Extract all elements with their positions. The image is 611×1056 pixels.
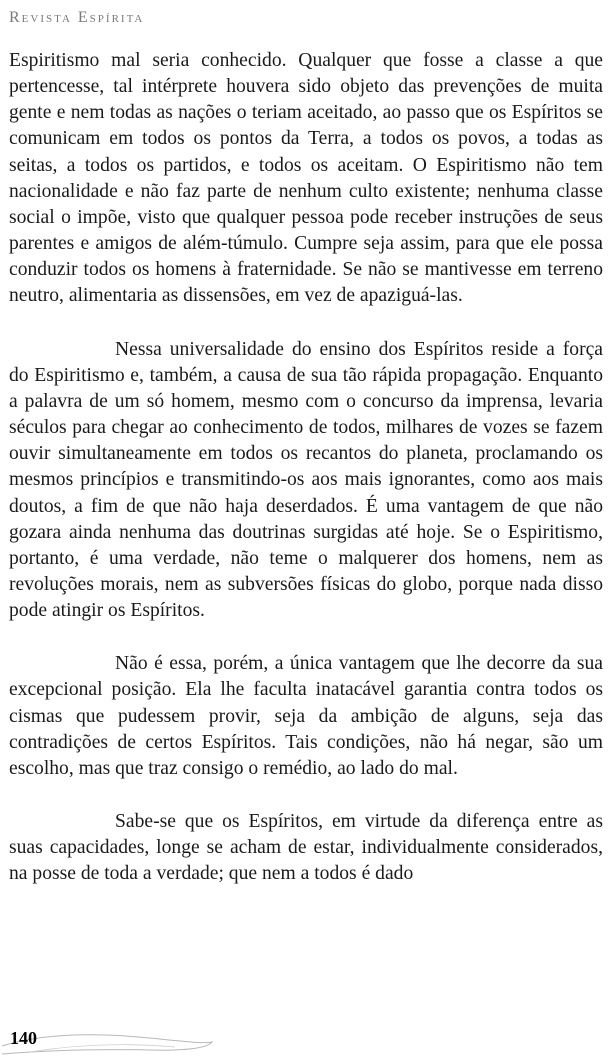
paragraph: Não é essa, porém, a única vantagem que lhe decorre da sua excepcional posição. Ela lhe faculta inatacável garantia contra todos os cismas que pudessem provir, seja da ambição de alguns, seja das contradições de certos Espíritos. Tais condições, não há negar, são um escolho, mas que traz consigo o remédio, ao lado do mal. [9,653,603,779]
decorative-swoosh-icon [0,1030,611,1056]
running-header: Revista Espírita [9,9,145,26]
body-text [9,48,603,888]
paragraph-continuation: Espiritismo mal seria conhecido. Qualquer que fosse a classe a que pertencesse, tal intérprete houvera sido objeto das prevenções de muita gente e nem todas as nações o teriam aceitado, ao passo que os Espíritos se comunicam em todos os pontos da Terra, a todos os povos, a todas as seitas, a todos os partidos, e todos os aceitam. O Espiritismo não tem nacionalidade e não faz parte de nenhum culto existente; nenhuma classe social o impõe, visto que qualquer pessoa pode receber instruções de seus parentes e amigos de além-túmulo. Cumpre seja assim, para que ele possa conduzir todos os homens à fraternidade. Se não se mantivesse em terreno neutro, alimentaria as dissensões, em vez de apaziguá-las. [9,50,603,307]
paragraph: Sabe-se que os Espíritos, em virtude da diferença entre as suas capacidades, longe se acham de estar, individualmente considerados, na posse de toda a verdade; que nem a todos é dado [9,811,603,885]
page-number: 140 [10,1028,37,1048]
paragraph: Nessa universalidade do ensino dos Espíritos reside a força do Espiritismo e, também, a causa de sua tão rápida propagação. Enquanto a palavra de um só homem, mesmo com o concurso da imprensa, levaria séculos para chegar ao conhecimento de todos, milhares de vozes se fazem ouvir simultaneamente em todos os recantos do planeta, proclamando os mesmos princípios e transmitindo-os aos mais ignorantes, como aos mais doutos, a fim de que não haja deserdados. É uma vantagem de que não gozara ainda nenhuma das doutrinas surgidas até hoje. Se o Espiritismo, portanto, é uma verdade, não teme o malquerer dos homens, nem as revoluções morais, nem as subversões físicas do globo, porque nada disso pode atingir os Espíritos. [9,338,603,622]
